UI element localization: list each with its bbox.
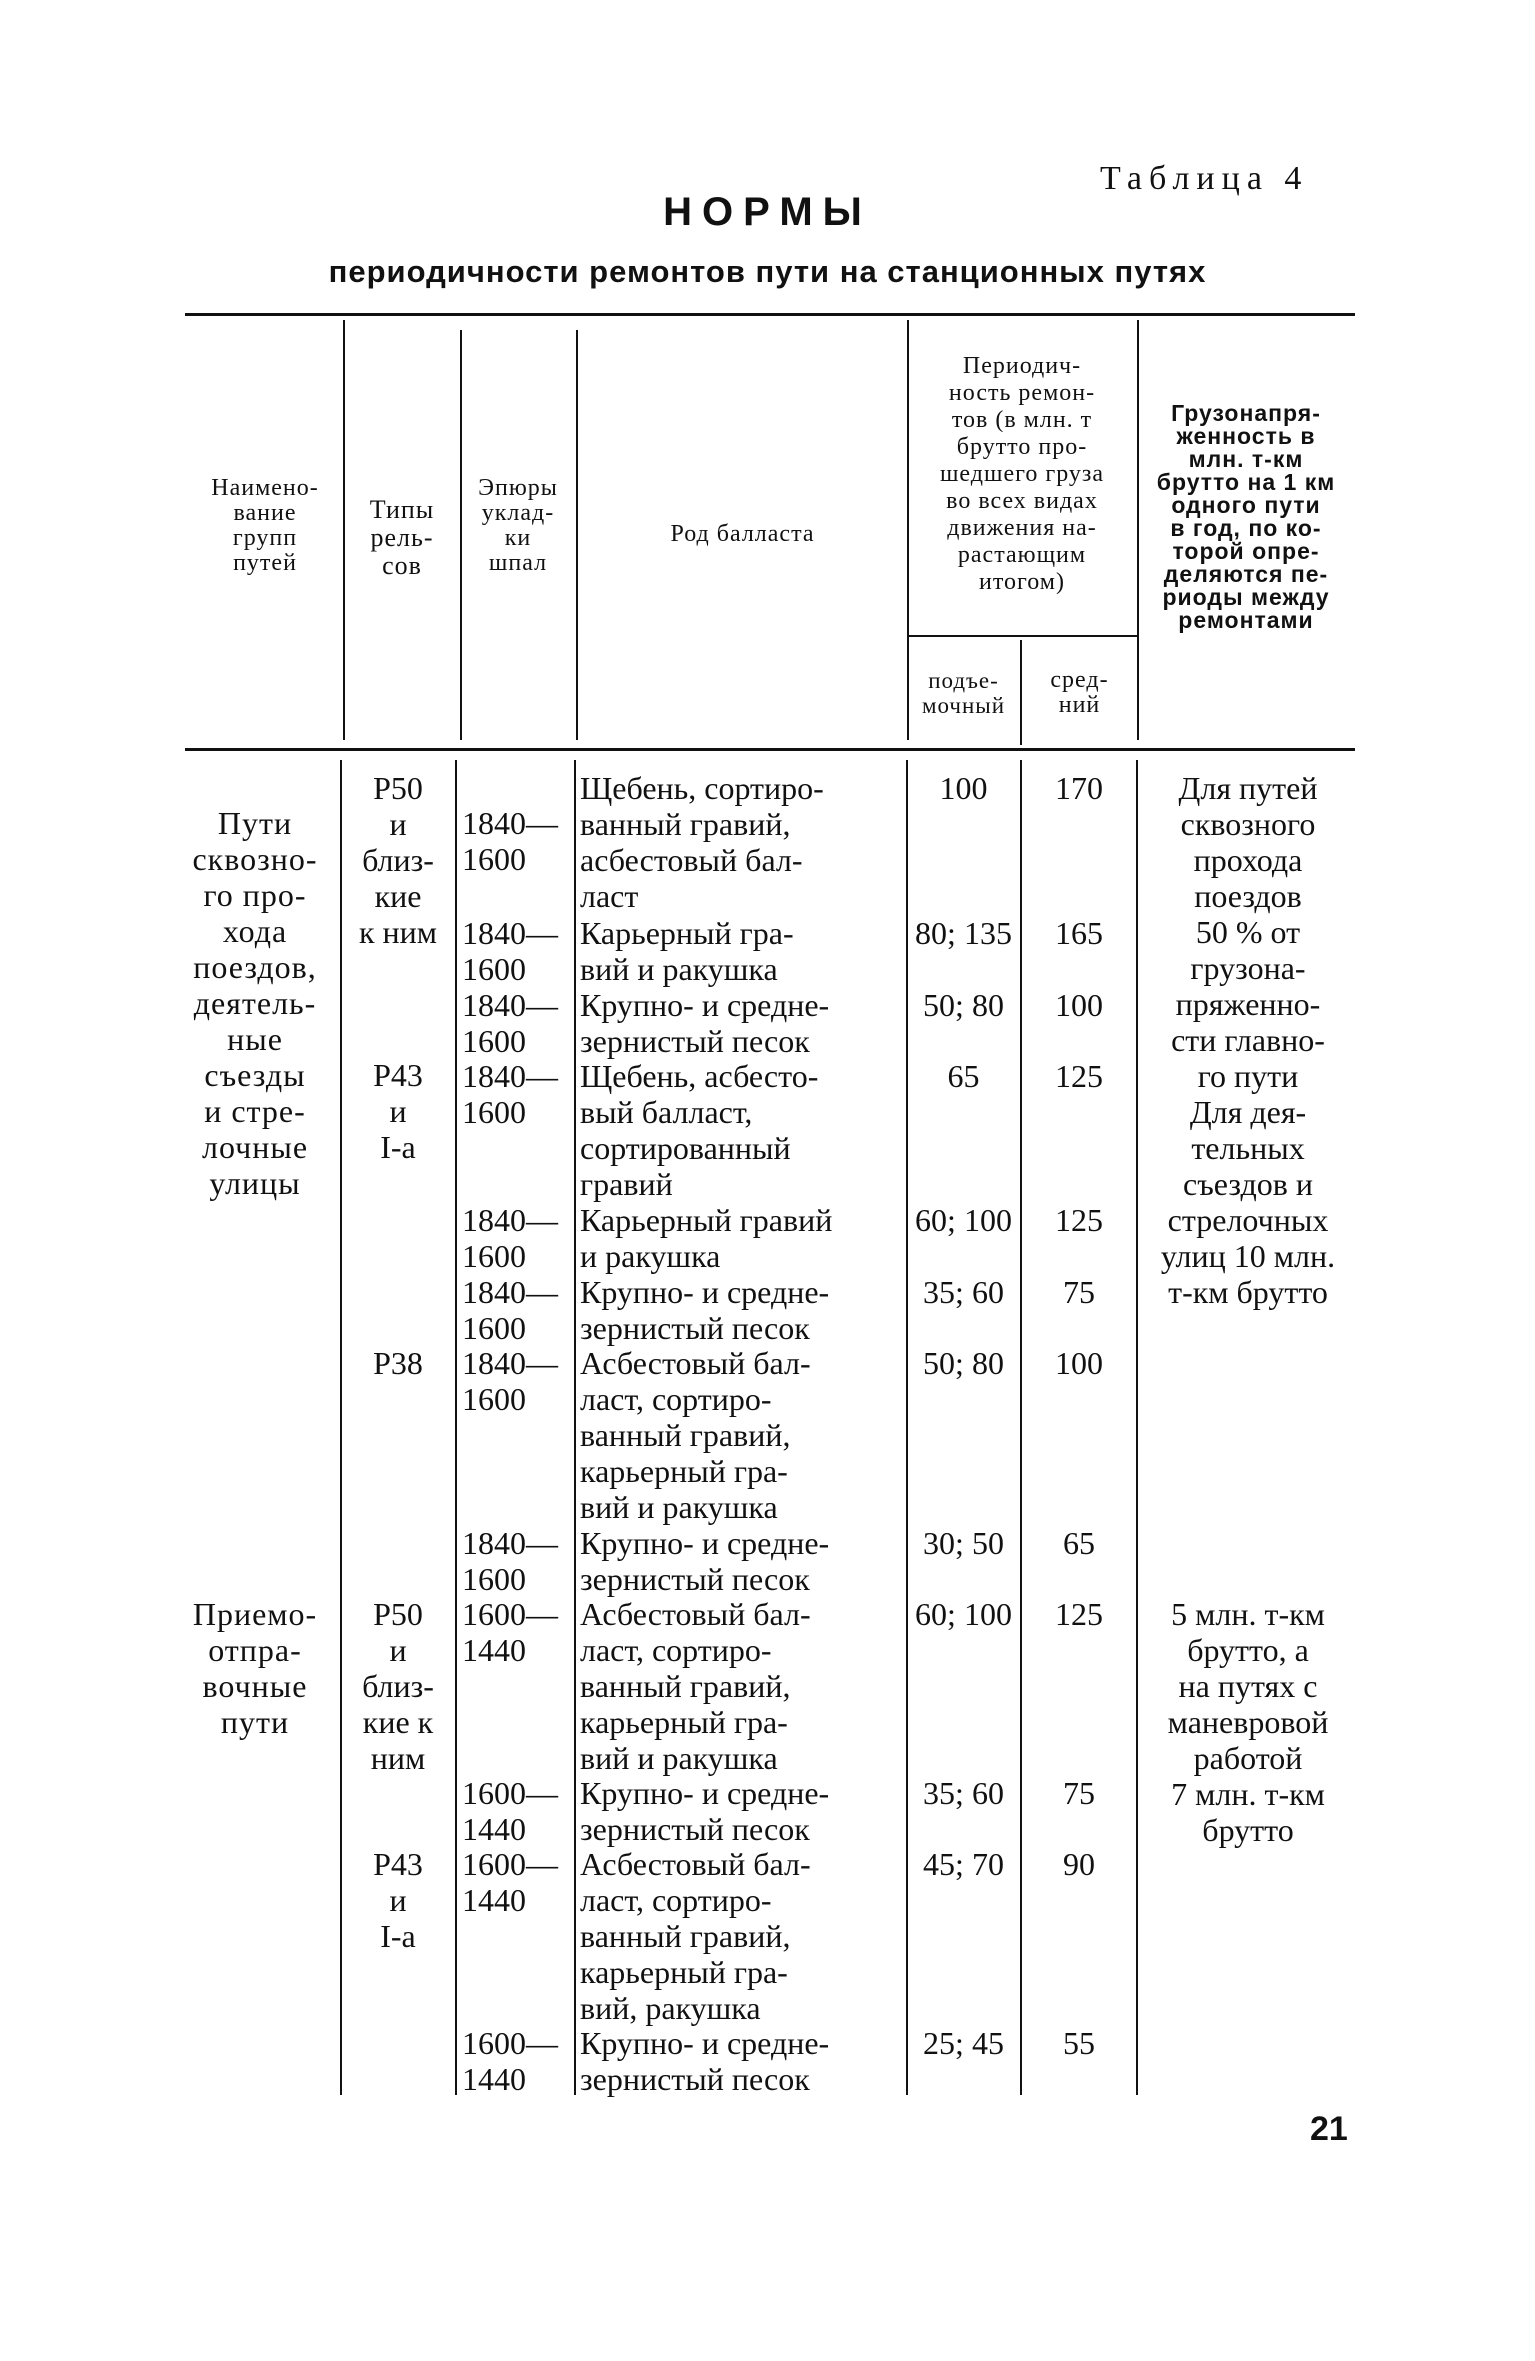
medium-repair-value: 125: [1055, 1596, 1103, 1632]
body-divider: [455, 760, 457, 2095]
ballast-type: Крупно- и средне- зернистый песок: [580, 1274, 830, 1346]
body-divider: [906, 760, 908, 2095]
medium-repair-value: 75: [1063, 1775, 1095, 1811]
medium-repair-value: 165: [1055, 915, 1103, 951]
table-title: НОРМЫ: [663, 190, 872, 234]
ballast-type: Карьерный гравий и ракушка: [580, 1202, 833, 1274]
lifting-repair-value: 80; 135: [915, 915, 1012, 951]
load-note-through-tracks: Для путей сквозного прохода поездов 50 % от грузона- пряженно- сти главно- го пути Для дея- тельных съездов и стрелочных улиц 10 млн. т-км брутто: [1160, 770, 1336, 1310]
sleeper-layout: 1840— 1600: [462, 1202, 558, 1274]
ballast-type: Асбестовый бал- ласт, сортиро- ванный гравий, карьерный гра- вий, ракушка: [580, 1846, 811, 2026]
sleeper-layout: 1840— 1600: [462, 1058, 558, 1130]
ballast-type: Крупно- и средне- зернистый песок: [580, 1775, 830, 1847]
table-label: Таблица 4: [1100, 160, 1309, 197]
lifting-repair-value: 50; 80: [923, 987, 1004, 1023]
header-load-intensity: Грузонапря- женность в млн. т-км брутто на 1 км одного пути в год, по ко- торой опре- деляются пе- риоды между ремонтами: [1156, 400, 1336, 633]
medium-repair-value: 90: [1063, 1846, 1095, 1882]
rail-type-r50-receiving: Р50 и близ- кие к ним: [362, 1596, 434, 1776]
lifting-repair-value: 25; 45: [923, 2025, 1004, 2061]
medium-repair-value: 170: [1055, 770, 1103, 806]
sleeper-layout: 1600— 1440: [462, 1846, 558, 1918]
lifting-repair-value: 50; 80: [923, 1345, 1004, 1381]
ballast-type: Щебень, сортиро- ванный гравий, асбестовый бал- ласт: [580, 770, 824, 914]
sleeper-layout: 1840— 1600: [462, 805, 558, 877]
medium-repair-value: 65: [1063, 1525, 1095, 1561]
rail-type-r50: Р50 и близ- кие к ним: [358, 770, 438, 950]
medium-repair-value: 75: [1063, 1274, 1095, 1310]
body-divider: [1020, 760, 1022, 2095]
rail-type-r38: Р38: [373, 1345, 423, 1381]
ballast-type: Крупно- и средне- зернистый песок: [580, 2025, 830, 2097]
sleeper-layout: 1840— 1600: [462, 1345, 558, 1417]
sleeper-layout: 1600— 1440: [462, 2025, 558, 2097]
sleeper-layout: 1600— 1440: [462, 1775, 558, 1847]
periodicity-subrule: [907, 635, 1137, 637]
header-lifting-repair: подъе- мочный: [921, 668, 1006, 718]
header-divider: [576, 330, 578, 740]
medium-repair-value: 55: [1063, 2025, 1095, 2061]
group-through-tracks: Пути сквозно- го про- хода поездов, деятель- ные съезды и стре- лочные улицы: [192, 805, 318, 1201]
header-group-names: Наимено- вание групп путей: [211, 475, 319, 576]
lifting-repair-value: 65: [947, 1058, 980, 1094]
medium-repair-value: 100: [1055, 987, 1103, 1023]
load-note-receiving-departure: 5 млн. т-км брутто, а на путях с маневровой работой 7 млн. т-км брутто: [1167, 1596, 1329, 1848]
medium-repair-value: 100: [1055, 1345, 1103, 1381]
table-subtitle: периодичности ремонтов пути на станционных путях: [328, 254, 1207, 289]
rail-type-r43: Р43 и I-а: [373, 1057, 423, 1165]
lifting-repair-value: 35; 60: [923, 1274, 1004, 1310]
page-number: 21: [1310, 2110, 1348, 2148]
header-bottom-rule: [185, 748, 1355, 751]
lifting-repair-value: 30; 50: [923, 1525, 1004, 1561]
lifting-repair-value: 45; 70: [923, 1846, 1004, 1882]
ballast-type: Крупно- и средне- зернистый песок: [580, 1525, 830, 1597]
sleeper-layout: 1840— 1600: [462, 987, 558, 1059]
header-rail-types: Типы рель- сов: [369, 495, 435, 580]
ballast-type: Крупно- и средне- зернистый песок: [580, 987, 830, 1059]
medium-repair-value: 125: [1055, 1058, 1103, 1094]
top-rule: [185, 313, 1355, 316]
sleeper-layout: 1840— 1600: [462, 1274, 558, 1346]
lifting-repair-value: 100: [939, 770, 988, 806]
header-divider: [343, 320, 345, 740]
sleeper-layout: 1840— 1600: [462, 1525, 558, 1597]
ballast-type: Асбестовый бал- ласт, сортиро- ванный гравий, карьерный гра- вий и ракушка: [580, 1596, 811, 1776]
header-ballast-type: Род балласта: [670, 521, 815, 547]
sleeper-layout: 1840— 1600: [462, 915, 558, 987]
medium-repair-value: 125: [1055, 1202, 1103, 1238]
lifting-repair-value: 60; 100: [915, 1202, 1012, 1238]
body-divider: [574, 760, 576, 2095]
ballast-type: Асбестовый бал- ласт, сортиро- ванный гравий, карьерный гра- вий и ракушка: [580, 1345, 811, 1525]
lifting-repair-value: 35; 60: [923, 1775, 1004, 1811]
header-periodicity: Периодич- ность ремон- тов (в млн. т брутто про- шедшего груза во всех видах движения на- растающим итогом): [939, 353, 1105, 595]
group-receiving-departure: Приемо- отпра- вочные пути: [192, 1596, 318, 1740]
rail-type-r43-receiving: Р43 и I-а: [373, 1846, 423, 1954]
header-medium-repair: сред- ний: [1050, 667, 1109, 718]
lifting-repair-value: 60; 100: [915, 1596, 1012, 1632]
ballast-type: Щебень, асбесто- вый балласт, сортированный гравий: [580, 1058, 819, 1202]
ballast-type: Карьерный гра- вий и ракушка: [580, 915, 794, 987]
header-sleeper-layout: Эпюры уклад- ки шпал: [478, 475, 558, 576]
sleeper-layout: 1600— 1440: [462, 1596, 558, 1668]
